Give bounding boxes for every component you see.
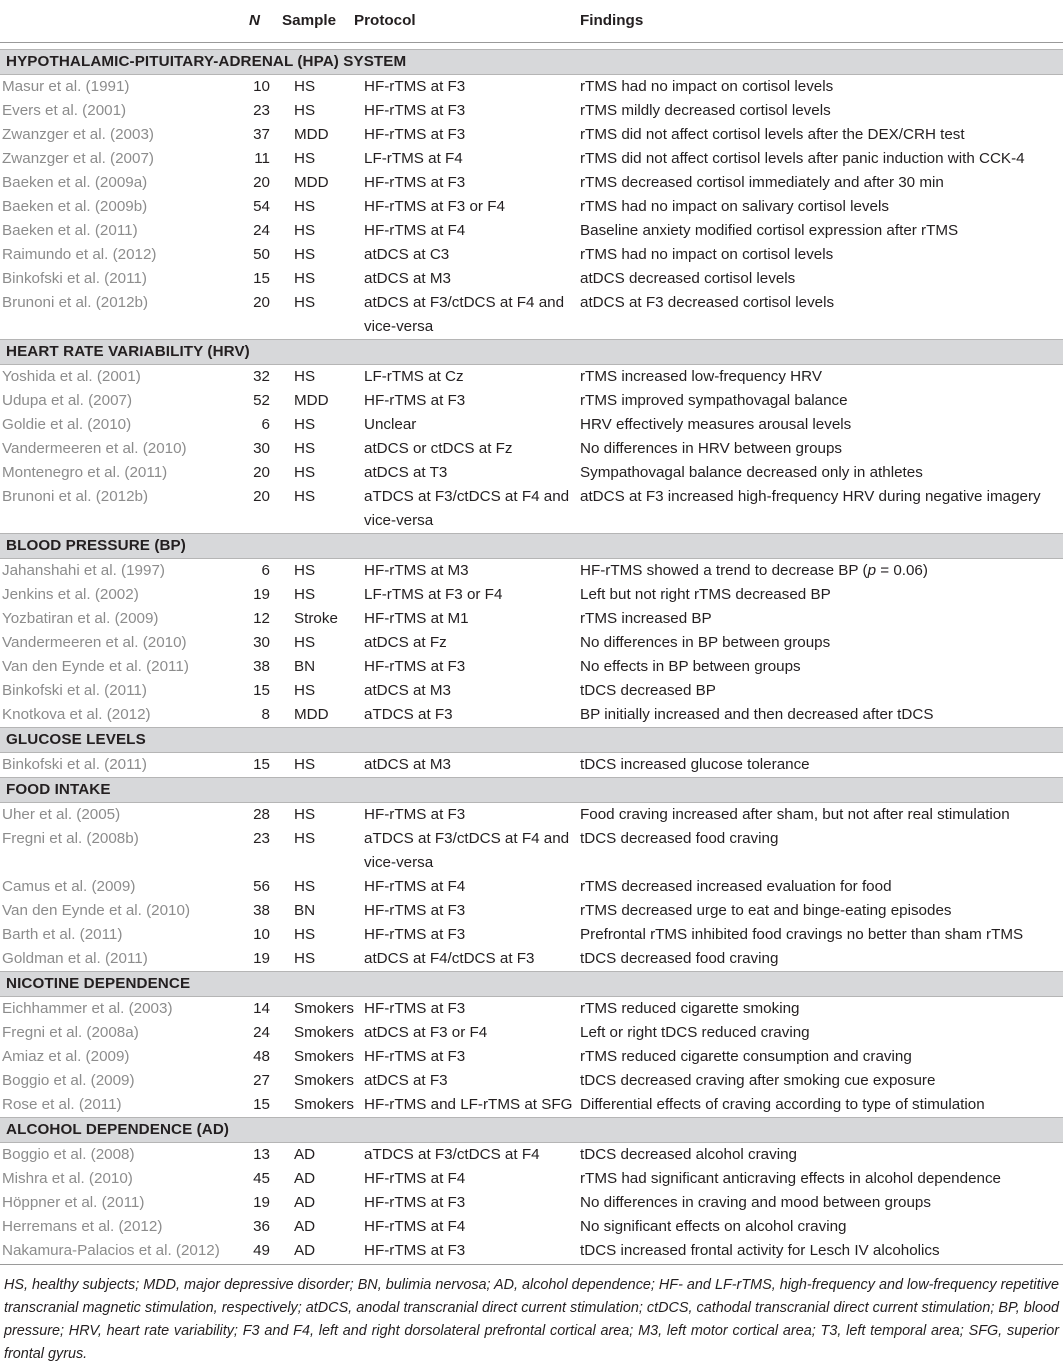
n-cell: 8 [261,706,270,723]
study-cell: Baeken et al. (2011) [2,222,138,239]
protocol-cell: HF-rTMS at F3 [364,926,466,943]
table-row [0,243,1063,267]
n-cell: 48 [253,1048,270,1065]
study-cell: Vandermeeren et al. (2010) [2,440,187,457]
n-cell: 32 [253,368,270,385]
section-header-row [0,50,1063,75]
protocol-cell: atDCS at M3 [364,270,451,287]
table-row [0,679,1063,703]
findings-cell: tDCS decreased food craving [580,950,779,967]
n-cell: 20 [253,464,270,481]
protocol-cell: HF-rTMS at M3 [364,562,469,579]
sample-cell: AD [294,1218,316,1235]
protocol-cell: HF-rTMS at F3 [364,1242,466,1259]
n-cell: 24 [253,222,270,239]
table-row [0,291,1063,340]
sample-cell: AD [294,1170,316,1187]
findings-cell: No differences in craving and mood between groups [580,1194,931,1211]
n-cell: 19 [253,1194,270,1211]
findings-cell: rTMS had no impact on cortisol levels [580,78,834,95]
table-row [0,1021,1063,1045]
n-cell: 49 [253,1242,270,1259]
n-cell: 45 [253,1170,270,1187]
protocol-cell: aTDCS at F3 [364,706,453,723]
protocol-cell: HF-rTMS at F3 [364,102,466,119]
section-title: HYPOTHALAMIC-PITUITARY-ADRENAL (HPA) SYSTEM [0,50,1063,75]
n-cell: 10 [253,926,270,943]
protocol-cell: LF-rTMS at Cz [364,368,464,385]
table-row [0,219,1063,243]
table-row [0,631,1063,655]
findings-cell: No effects in BP between groups [580,658,801,675]
sample-cell: AD [294,1194,316,1211]
spacer-cell [0,43,1063,50]
sample-cell: HS [294,78,316,95]
sample-cell: AD [294,1242,316,1259]
n-cell: 37 [253,126,270,143]
sample-cell: HS [294,878,316,895]
findings-cell: Food craving increased after sham, but not after real stimulation [580,806,1010,823]
study-cell: Uher et al. (2005) [2,806,121,823]
study-cell: Nakamura-Palacios et al. (2012) [2,1242,220,1259]
findings-cell: Left but not right rTMS decreased BP [580,586,831,603]
table-row [0,655,1063,679]
findings-cell: rTMS had no impact on salivary cortisol levels [580,198,889,215]
study-cell: Goldman et al. (2011) [2,950,148,967]
sample-cell: HS [294,488,316,505]
n-cell: 15 [253,1096,270,1113]
findings-cell: rTMS decreased urge to eat and binge-eating episodes [580,902,952,919]
sample-cell: HS [294,562,316,579]
study-cell: Jenkins et al. (2002) [2,586,139,603]
study-cell: Van den Eynde et al. (2011) [2,658,189,675]
findings-cell: Sympathovagal balance decreased only in athletes [580,464,923,481]
table-bottom-rule [0,1264,1063,1265]
protocol-cell: HF-rTMS at F3 [364,1000,466,1017]
n-cell: 15 [253,682,270,699]
protocol-cell: HF-rTMS at F4 [364,222,466,239]
sample-cell: HS [294,950,316,967]
section-header-row [0,778,1063,803]
findings-cell: tDCS decreased BP [580,682,716,699]
protocol-cell: atDCS or ctDCS at Fz [364,440,513,457]
header-findings: Findings [580,0,1063,43]
table-row [0,389,1063,413]
study-cell: Montenegro et al. (2011) [2,464,168,481]
table-row [0,583,1063,607]
n-cell: 54 [253,198,270,215]
n-cell: 36 [253,1218,270,1235]
table-row [0,1215,1063,1239]
findings-cell: rTMS improved sympathovagal balance [580,392,848,409]
protocol-cell: aTDCS at F3/ctDCS at F4 and vice-versa [364,830,570,871]
findings-cell: rTMS mildly decreased cortisol levels [580,102,831,119]
sample-cell: MDD [294,392,329,409]
protocol-cell: LF-rTMS at F4 [364,150,463,167]
n-cell: 27 [253,1072,270,1089]
study-cell: Jahanshahi et al. (1997) [2,562,165,579]
protocol-cell: atDCS at M3 [364,682,451,699]
sample-cell: MDD [294,126,329,143]
n-cell: 23 [253,102,270,119]
table-footnote: HS, healthy subjects; MDD, major depressive disorder; BN, bulimia nervosa; AD, alcohol dependence; HF- and LF-rTMS, high-frequency and low-frequency repetitive transcranial magnetic stimulation, respectively; atDCS, anodal transcranial direct current stimulation; ctDCS, cathodal transcranial direct current stimulation; BP, blood pressure; HRV, heart rate variability; F3 and F4, left and right dorsolateral prefrontal cortical area; M3, left motor cortical area; T3, left temporal area; SFG, superior frontal gyrus. [4,1277,1059,1362]
findings-cell: rTMS reduced cigarette consumption and craving [580,1048,912,1065]
protocol-cell: aTDCS at F3/ctDCS at F4 [364,1146,540,1163]
table-header-row [0,0,1063,43]
table-row [0,1045,1063,1069]
study-cell: Baeken et al. (2009b) [2,198,148,215]
table-row [0,99,1063,123]
table-row [0,123,1063,147]
protocol-cell: HF-rTMS at F3 [364,126,466,143]
findings-cell: Differential effects of craving according to type of stimulation [580,1096,985,1113]
study-cell: Raimundo et al. (2012) [2,246,157,263]
table-row [0,195,1063,219]
sample-cell: HS [294,222,316,239]
study-cell: Yozbatiran et al. (2009) [2,610,159,627]
n-cell: 13 [253,1146,270,1163]
protocol-cell: atDCS at F3 or F4 [364,1024,488,1041]
study-cell: Baeken et al. (2009a) [2,174,148,191]
header-study [0,0,226,43]
table-row [0,899,1063,923]
study-cell: Masur et al. (1991) [2,78,130,95]
study-cell: Camus et al. (2009) [2,878,136,895]
table-row [0,1093,1063,1118]
table-row [0,607,1063,631]
findings-cell: HRV effectively measures arousal levels [580,416,852,433]
study-cell: Yoshida et al. (2001) [2,368,141,385]
section-title: FOOD INTAKE [0,778,1063,803]
protocol-cell: atDCS at F3/ctDCS at F4 and vice-versa [364,294,565,335]
sample-cell: Smokers [294,1096,354,1113]
sample-cell: HS [294,634,316,651]
protocol-cell: HF-rTMS at F3 [364,392,466,409]
sample-cell: MDD [294,706,329,723]
table-row [0,485,1063,534]
n-cell: 20 [253,174,270,191]
table-row [0,147,1063,171]
sample-cell: MDD [294,174,329,191]
sample-cell: HS [294,270,316,287]
table-row [0,827,1063,875]
study-cell: Rose et al. (2011) [2,1096,122,1113]
sample-cell: HS [294,756,316,773]
table-row [0,1167,1063,1191]
sample-cell: BN [294,658,316,675]
study-cell: Brunoni et al. (2012b) [2,488,149,505]
sample-cell: HS [294,102,316,119]
sample-cell: Stroke [294,610,338,627]
findings-cell: No significant effects on alcohol craving [580,1218,847,1235]
table-row [0,1143,1063,1168]
table-row [0,803,1063,828]
table-row [0,753,1063,778]
study-cell: Zwanzger et al. (2007) [2,150,154,167]
n-cell: 20 [253,294,270,311]
table-row [0,171,1063,195]
findings-cell: rTMS had significant anticraving effects in alcohol dependence [580,1170,1002,1187]
n-cell: 50 [253,246,270,263]
protocol-cell: aTDCS at F3/ctDCS at F4 and vice-versa [364,488,570,529]
sample-cell: HS [294,806,316,823]
study-cell: Brunoni et al. (2012b) [2,294,149,311]
protocol-cell: HF-rTMS at F3 or F4 [364,198,505,215]
protocol-cell: HF-rTMS at F3 [364,1048,466,1065]
findings-cell: rTMS increased low-frequency HRV [580,368,822,385]
protocol-cell: HF-rTMS at F4 [364,1218,466,1235]
findings-cell: tDCS decreased alcohol craving [580,1146,797,1163]
protocol-cell: HF-rTMS at F3 [364,174,466,191]
sample-cell: Smokers [294,1024,354,1041]
sample-cell: BN [294,902,316,919]
sample-cell: HS [294,926,316,943]
n-cell: 23 [253,830,270,847]
findings-cell: rTMS did not affect cortisol levels after the DEX/CRH test [580,126,965,143]
header-protocol: Protocol [354,0,580,43]
protocol-cell: atDCS at Fz [364,634,447,651]
protocol-cell: atDCS at F3 [364,1072,448,1089]
protocol-cell: atDCS at C3 [364,246,450,263]
findings-cell: tDCS decreased craving after smoking cue exposure [580,1072,936,1089]
findings-cell: rTMS decreased increased evaluation for food [580,878,892,895]
sample-cell: HS [294,416,316,433]
sample-cell: HS [294,198,316,215]
protocol-cell: HF-rTMS at F4 [364,1170,466,1187]
sample-cell: HS [294,464,316,481]
n-cell: 52 [253,392,270,409]
n-cell: 14 [253,1000,270,1017]
header-sample: Sample [272,0,354,43]
sample-cell: Smokers [294,1072,354,1089]
section-title: BLOOD PRESSURE (BP) [0,534,1063,559]
p-value-symbol: p [867,562,877,579]
table-row [0,559,1063,584]
sample-cell: HS [294,586,316,603]
table-row [0,461,1063,485]
findings-cell: rTMS reduced cigarette smoking [580,1000,800,1017]
section-header-row [0,728,1063,753]
protocol-cell: HF-rTMS at F3 [364,658,466,675]
n-cell: 15 [253,270,270,287]
n-cell: 19 [253,586,270,603]
n-cell: 38 [253,902,270,919]
header-n: N [226,0,272,43]
n-cell: 11 [254,150,270,167]
study-cell: Fregni et al. (2008b) [2,830,139,847]
study-cell: Goldie et al. (2010) [2,416,132,433]
study-cell: Evers et al. (2001) [2,102,127,119]
n-cell: 28 [253,806,270,823]
protocol-cell: LF-rTMS at F3 or F4 [364,586,503,603]
study-cell: Zwanzger et al. (2003) [2,126,154,143]
table-row [0,997,1063,1022]
section-title: GLUCOSE LEVELS [0,728,1063,753]
table-body [0,43,1063,1264]
protocol-cell: HF-rTMS at F3 [364,78,466,95]
section-title: NICOTINE DEPENDENCE [0,972,1063,997]
n-cell: 56 [253,878,270,895]
study-cell: Binkofski et al. (2011) [2,270,147,287]
sample-cell: HS [294,440,316,457]
study-cell: Barth et al. (2011) [2,926,123,943]
n-cell: 30 [253,634,270,651]
section-header-row [0,534,1063,559]
table-row [0,267,1063,291]
protocol-cell: HF-rTMS and LF-rTMS at SFG [364,1096,573,1113]
findings-cell: rTMS did not affect cortisol levels after panic induction with CCK-4 [580,150,1025,167]
table-row [0,1069,1063,1093]
study-cell: Udupa et al. (2007) [2,392,133,409]
protocol-cell: Unclear [364,416,417,433]
findings-cell: No differences in HRV between groups [580,440,842,457]
findings-cell: rTMS increased BP [580,610,712,627]
study-cell: Vandermeeren et al. (2010) [2,634,187,651]
findings-cell: HF-rTMS showed a trend to decrease BP (p = 0.06) [580,562,928,579]
study-cell: Boggio et al. (2009) [2,1072,135,1089]
table-row [0,875,1063,899]
findings-cell: tDCS increased frontal activity for Lesch IV alcoholics [580,1242,940,1259]
n-cell: 19 [253,950,270,967]
table-row [0,1191,1063,1215]
table-row [0,923,1063,947]
study-cell: Herremans et al. (2012) [2,1218,163,1235]
n-cell: 12 [253,610,270,627]
protocol-cell: HF-rTMS at F3 [364,902,466,919]
n-cell: 6 [261,416,270,433]
sample-cell: HS [294,830,316,847]
n-cell: 15 [253,756,270,773]
findings-cell: atDCS at F3 decreased cortisol levels [580,294,835,311]
findings-cell: BP initially increased and then decreased after tDCS [580,706,934,723]
table-row [0,75,1063,100]
sample-cell: HS [294,368,316,385]
sample-cell: HS [294,246,316,263]
study-cell: Eichhammer et al. (2003) [2,1000,173,1017]
study-cell: Amiaz et al. (2009) [2,1048,130,1065]
n-cell: 38 [253,658,270,675]
header-spacer [0,43,1063,50]
section-header-row [0,340,1063,365]
sample-cell: Smokers [294,1048,354,1065]
findings-cell: tDCS increased glucose tolerance [580,756,810,773]
study-cell: Fregni et al. (2008a) [2,1024,139,1041]
findings-cell: Left or right tDCS reduced craving [580,1024,810,1041]
findings-cell: atDCS at F3 increased high-frequency HRV during negative imagery [580,488,1041,505]
protocol-cell: atDCS at F4/ctDCS at F3 [364,950,535,967]
n-cell: 10 [253,78,270,95]
sample-cell: AD [294,1146,316,1163]
table-row [0,437,1063,461]
findings-cell: rTMS had no impact on cortisol levels [580,246,834,263]
findings-cell: rTMS decreased cortisol immediately and after 30 min [580,174,944,191]
section-header-row [0,1118,1063,1143]
section-title: HEART RATE VARIABILITY (HRV) [0,340,1063,365]
table-row [0,1239,1063,1263]
section-title: ALCOHOL DEPENDENCE (AD) [0,1118,1063,1143]
study-cell: Knotkova et al. (2012) [2,706,151,723]
table-row [0,703,1063,728]
findings-cell: No differences in BP between groups [580,634,831,651]
section-header-row [0,972,1063,997]
table-row [0,365,1063,390]
sample-cell: HS [294,682,316,699]
findings-cell: tDCS decreased food craving [580,830,779,847]
study-cell: Binkofski et al. (2011) [2,682,147,699]
n-cell: 6 [261,562,270,579]
protocol-cell: HF-rTMS at M1 [364,610,469,627]
study-cell: Binkofski et al. (2011) [2,756,147,773]
sample-cell: HS [294,150,316,167]
protocol-cell: HF-rTMS at F3 [364,1194,466,1211]
n-cell: 30 [253,440,270,457]
protocol-cell: HF-rTMS at F4 [364,878,466,895]
protocol-cell: atDCS at T3 [364,464,448,481]
table-row [0,413,1063,437]
study-cell: Höppner et al. (2011) [2,1194,145,1211]
findings-cell: Prefrontal rTMS inhibited food cravings no better than sham rTMS [580,926,1024,943]
protocol-cell: HF-rTMS at F3 [364,806,466,823]
study-cell: Mishra et al. (2010) [2,1170,133,1187]
n-cell: 24 [253,1024,270,1041]
findings-cell: Baseline anxiety modified cortisol expression after rTMS [580,222,959,239]
study-cell: Van den Eynde et al. (2010) [2,902,191,919]
n-cell: 20 [253,488,270,505]
sample-cell: Smokers [294,1000,354,1017]
findings-cell: atDCS decreased cortisol levels [580,270,796,287]
study-cell: Boggio et al. (2008) [2,1146,135,1163]
sample-cell: HS [294,294,316,311]
protocol-cell: atDCS at M3 [364,756,451,773]
table-row [0,947,1063,972]
